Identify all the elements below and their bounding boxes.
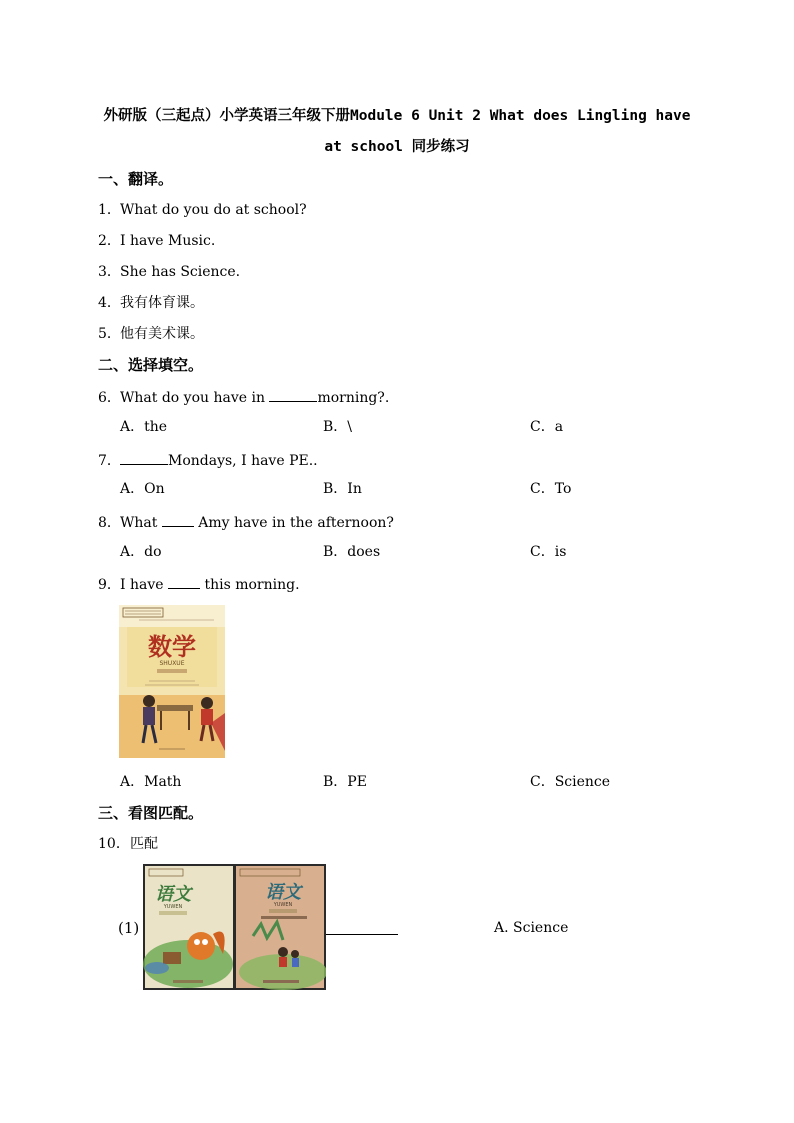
question-text-post: Mondays, I have PE.. [168, 453, 318, 469]
option-c[interactable]: C．Science [530, 774, 611, 790]
question-number: 5． [98, 326, 121, 342]
question-number: 6． [98, 390, 121, 406]
option-c[interactable]: C．is [530, 544, 567, 560]
question-3 [98, 263, 240, 281]
answer-blank[interactable] [162, 512, 194, 527]
question-text: 匹配 [130, 836, 158, 852]
option-b[interactable]: B．does [323, 544, 381, 560]
book-title: 数学 [148, 632, 196, 661]
question-4 [98, 294, 204, 312]
question-text-post: this morning. [200, 577, 300, 593]
answer-blank[interactable] [269, 387, 317, 402]
question-text: 他有美术课。 [120, 326, 204, 342]
answer-blank[interactable] [168, 574, 200, 589]
match-option-a[interactable]: A. Science [494, 920, 569, 936]
option-a[interactable]: A．On [120, 481, 165, 497]
section-1-heading: 一、翻译。 [98, 170, 174, 188]
option-a[interactable]: A．do [120, 544, 162, 560]
option-a[interactable]: A．the [120, 419, 168, 435]
chinese-textbooks-image [143, 864, 326, 990]
book-pinyin: YUWEN [163, 904, 183, 910]
question-6 [98, 387, 389, 407]
question-number: 8． [98, 515, 121, 531]
question-text: 我有体育课。 [120, 295, 204, 311]
option-c[interactable]: C．a [530, 419, 564, 435]
question-text: She has Science. [120, 264, 241, 280]
question-8 [98, 512, 394, 532]
question-9 [98, 574, 300, 594]
question-text: I have Music. [120, 233, 216, 249]
question-number: 4． [98, 295, 121, 311]
book-pinyin: YUWEN [273, 902, 293, 908]
title-line-2: at school 同步练习 [324, 139, 470, 155]
question-number: 7． [98, 453, 121, 469]
question-number: 10． [98, 836, 130, 852]
match-item-label: (1) [118, 919, 140, 937]
option-b[interactable]: B．PE [323, 774, 367, 790]
chinese-textbooks-illustration [143, 864, 326, 990]
question-1 [98, 201, 307, 219]
question-text-pre: What do you have in [120, 390, 270, 406]
section-3-heading: 三、看图匹配。 [98, 804, 204, 822]
question-10 [98, 835, 158, 853]
book-title: 语文 [155, 884, 191, 905]
answer-blank[interactable] [120, 450, 168, 465]
math-textbook-illustration [119, 605, 225, 758]
book-title: 语文 [265, 882, 301, 903]
question-7 [98, 450, 318, 470]
title-line-1: 外研版（三起点）小学英语三年级下册Module 6 Unit 2 What does Lingling have [103, 108, 691, 124]
question-2 [98, 232, 215, 250]
question-text-post: morning?. [317, 390, 390, 406]
option-c[interactable]: C．To [530, 481, 572, 497]
question-5 [98, 325, 204, 343]
question-number: 3． [98, 264, 121, 280]
option-b[interactable]: B．\ [323, 419, 353, 435]
section-2-heading: 二、选择填空。 [98, 356, 204, 374]
question-text-post: Amy have in the afternoon? [193, 515, 394, 531]
question-text-pre: What [120, 515, 162, 531]
question-number: 9． [98, 577, 121, 593]
question-number: 1． [98, 202, 121, 218]
option-b[interactable]: B．In [323, 481, 362, 497]
option-a[interactable]: A．Math [120, 774, 182, 790]
question-number: 2． [98, 233, 121, 249]
question-text: What do you do at school? [120, 202, 307, 218]
math-textbook-image [119, 605, 225, 758]
match-answer-line[interactable] [326, 934, 398, 935]
book-pinyin: SHUXUE [159, 660, 185, 667]
question-text-pre: I have [120, 577, 168, 593]
